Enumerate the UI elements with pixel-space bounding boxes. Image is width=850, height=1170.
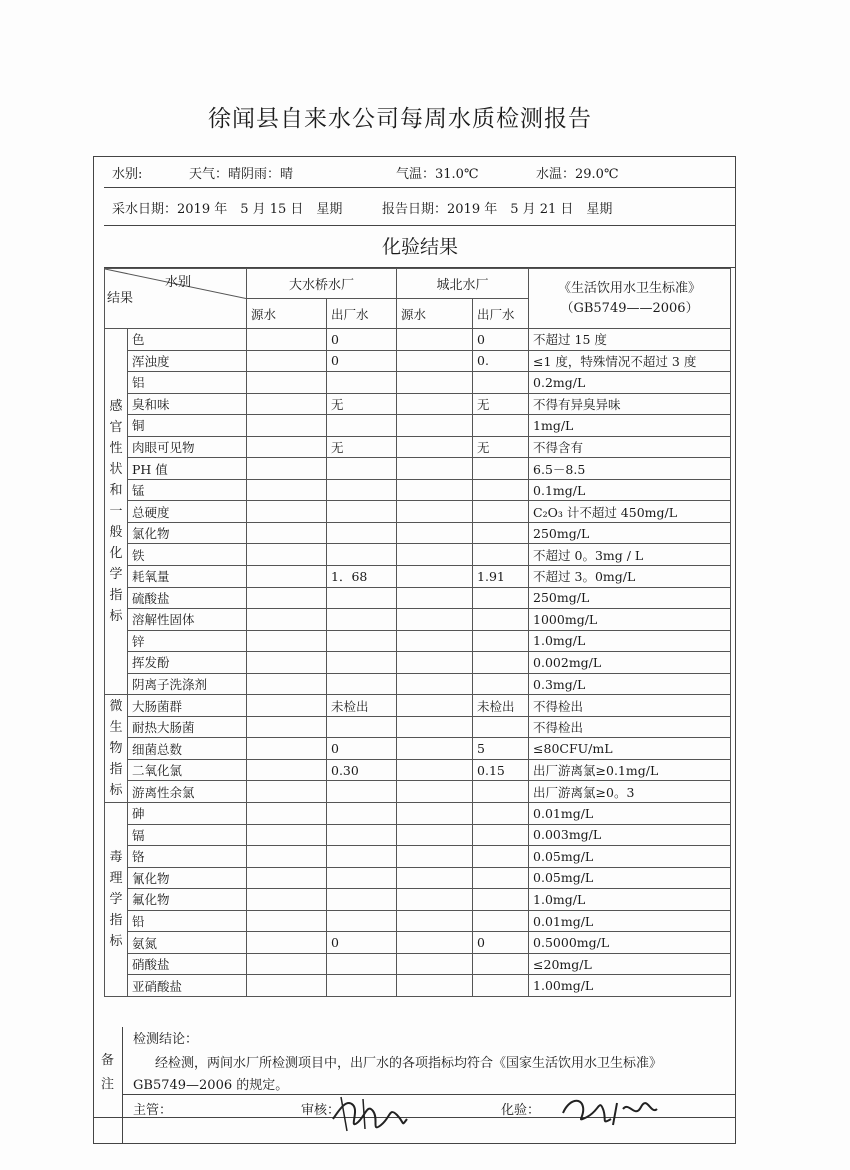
chengbei-outlet-cell: 1.91 [473, 566, 529, 588]
standard-cell: ≤1 度，特殊情况不超过 3 度 [529, 350, 731, 372]
chengbei-source-cell [397, 415, 473, 437]
chengbei-outlet-cell [473, 716, 529, 738]
item-cell: 砷 [128, 803, 247, 825]
dashuiqiao-source-cell [247, 566, 327, 588]
standard-cell: ≤20mg/L [529, 953, 731, 975]
chengbei-source-cell [397, 393, 473, 415]
standard-cell: 6.5－8.5 [529, 458, 731, 480]
chengbei-source-cell [397, 953, 473, 975]
item-cell: 硫酸盐 [128, 587, 247, 609]
chengbei-source-cell [397, 867, 473, 889]
item-cell: 游离性余氯 [128, 781, 247, 803]
table-row [105, 803, 731, 825]
table-row [105, 824, 731, 846]
chengbei-source-cell [397, 673, 473, 695]
item-cell: 挥发酚 [128, 652, 247, 674]
item-cell: 氨氮 [128, 932, 247, 954]
standard-cell: C₂O₃ 计不超过 450mg/L [529, 501, 731, 523]
table-row [105, 695, 731, 717]
standard-cell: 0.01mg/L [529, 910, 731, 932]
tester-label: 化验： [501, 1103, 541, 1118]
sample-date-field: 采水日期：2019 年 5 月 15 日 星期 [112, 202, 343, 217]
chengbei-source-cell [397, 587, 473, 609]
dashuiqiao-outlet-cell [327, 975, 397, 997]
category-label: 感官性状和一般化学指标 [109, 399, 123, 625]
dashuiqiao-source-cell [247, 910, 327, 932]
sub-header-source: 源水 [247, 299, 327, 329]
dashuiqiao-source-cell [247, 329, 327, 351]
standard-cell: 1.0mg/L [529, 889, 731, 911]
item-cell: 臭和味 [128, 393, 247, 415]
sub-header-source: 源水 [397, 299, 473, 329]
dashuiqiao-outlet-cell [327, 415, 397, 437]
tester-signature [559, 1089, 659, 1129]
table-row [105, 975, 731, 997]
standard-header-line2: （GB5749——2006） [560, 300, 699, 316]
standard-cell: ≤80CFU/mL [529, 738, 731, 760]
plant-header-dashuiqiao: 大水桥水厂 [247, 269, 397, 299]
dashuiqiao-source-cell [247, 759, 327, 781]
dashuiqiao-source-cell [247, 803, 327, 825]
dashuiqiao-source-cell [247, 393, 327, 415]
table-row [105, 738, 731, 760]
standard-cell: 不超过 3。0mg/L [529, 566, 731, 588]
table-row [105, 372, 731, 394]
dashuiqiao-outlet-cell [327, 781, 397, 803]
standard-cell: 250mg/L [529, 587, 731, 609]
dashuiqiao-outlet-cell: 无 [327, 393, 397, 415]
standard-cell: 250mg/L [529, 522, 731, 544]
item-cell: 总硬度 [128, 501, 247, 523]
water-temp-field: 水温：29.0℃ [536, 167, 619, 182]
corner-label-result: 结果 [107, 291, 134, 306]
dashuiqiao-outlet-cell [327, 609, 397, 631]
weather-field: 天气：晴阴雨：晴 [189, 167, 294, 182]
table-row [105, 953, 731, 975]
chengbei-outlet-cell [473, 975, 529, 997]
chengbei-source-cell [397, 329, 473, 351]
chengbei-outlet-cell: 未检出 [473, 695, 529, 717]
chengbei-outlet-cell [473, 803, 529, 825]
standard-cell: 0.003mg/L [529, 824, 731, 846]
plant-header-chengbei: 城北水厂 [397, 269, 529, 299]
standard-cell: 不得检出 [529, 716, 731, 738]
chengbei-source-cell [397, 846, 473, 868]
chengbei-outlet-cell [473, 867, 529, 889]
chengbei-outlet-cell [473, 781, 529, 803]
dashuiqiao-source-cell [247, 522, 327, 544]
item-cell: 色 [128, 329, 247, 351]
dashuiqiao-source-cell [247, 824, 327, 846]
chengbei-source-cell [397, 501, 473, 523]
table-row [105, 436, 731, 458]
chengbei-outlet-cell [473, 479, 529, 501]
table-row [105, 716, 731, 738]
table-row [105, 673, 731, 695]
remarks-label-bottom: 注 [101, 1077, 115, 1092]
item-cell: 硝酸盐 [128, 953, 247, 975]
chengbei-outlet-cell [473, 415, 529, 437]
standard-cell: 0.05mg/L [529, 867, 731, 889]
reviewer-signature [327, 1089, 409, 1135]
chengbei-outlet-cell: 5 [473, 738, 529, 760]
category-label: 微生物指标 [109, 699, 123, 799]
dashuiqiao-outlet-cell [327, 673, 397, 695]
chengbei-source-cell [397, 824, 473, 846]
dashuiqiao-source-cell [247, 695, 327, 717]
table-row [105, 867, 731, 889]
chengbei-outlet-cell: 0.15 [473, 759, 529, 781]
dashuiqiao-source-cell [247, 609, 327, 631]
standard-cell: 不得有异臭异味 [529, 393, 731, 415]
chengbei-source-cell [397, 781, 473, 803]
dashuiqiao-outlet-cell: 0 [327, 350, 397, 372]
corner-label-water: 水别 [164, 275, 191, 290]
table-row [105, 501, 731, 523]
standard-header [529, 269, 731, 329]
chengbei-source-cell [397, 975, 473, 997]
standard-cell: 1000mg/L [529, 609, 731, 631]
dashuiqiao-outlet-cell [327, 544, 397, 566]
chengbei-source-cell [397, 372, 473, 394]
standard-cell: 1.0mg/L [529, 630, 731, 652]
dashuiqiao-outlet-cell [327, 803, 397, 825]
chengbei-outlet-cell [473, 846, 529, 868]
chengbei-source-cell [397, 522, 473, 544]
dashuiqiao-source-cell [247, 673, 327, 695]
item-cell: 氟化物 [128, 889, 247, 911]
item-cell: 浑浊度 [128, 350, 247, 372]
dashuiqiao-source-cell [247, 652, 327, 674]
table-row [105, 652, 731, 674]
dashuiqiao-source-cell [247, 630, 327, 652]
chengbei-outlet-cell: 0. [473, 350, 529, 372]
chengbei-outlet-cell: 无 [473, 393, 529, 415]
water-type-label: 水别: [112, 167, 143, 182]
item-cell: 细菌总数 [128, 738, 247, 760]
item-cell: 铜 [128, 415, 247, 437]
remarks-category [93, 1027, 123, 1144]
chengbei-source-cell [397, 803, 473, 825]
dashuiqiao-source-cell [247, 738, 327, 760]
table-corner-cell [105, 269, 247, 329]
standard-cell: 1.00mg/L [529, 975, 731, 997]
reviewer-label: 审核： [301, 1103, 341, 1118]
item-cell: 溶解性固体 [128, 609, 247, 631]
chengbei-source-cell [397, 479, 473, 501]
dashuiqiao-outlet-cell [327, 824, 397, 846]
dashuiqiao-source-cell [247, 846, 327, 868]
dashuiqiao-source-cell [247, 544, 327, 566]
chengbei-outlet-cell: 0 [473, 329, 529, 351]
standard-cell: 不得检出 [529, 695, 731, 717]
item-cell: 镉 [128, 824, 247, 846]
dashuiqiao-source-cell [247, 716, 327, 738]
dashuiqiao-source-cell [247, 975, 327, 997]
report-title: 徐闻县自来水公司每周水质检测报告 [208, 106, 592, 132]
chengbei-source-cell [397, 458, 473, 480]
dashuiqiao-source-cell [247, 932, 327, 954]
sub-header-outlet: 出厂水 [327, 299, 397, 329]
air-temp-field: 气温：31.0℃ [396, 167, 479, 182]
dashuiqiao-source-cell [247, 867, 327, 889]
dashuiqiao-source-cell [247, 350, 327, 372]
header-row-weather [104, 156, 736, 188]
standard-header-line1: 《生活饮用水卫生标准》 [558, 280, 702, 296]
chengbei-source-cell [397, 544, 473, 566]
table-row [105, 350, 731, 372]
chengbei-outlet-cell [473, 910, 529, 932]
dashuiqiao-outlet-cell [327, 953, 397, 975]
standard-cell: 0.5000mg/L [529, 932, 731, 954]
report-date-field: 报告日期：2019 年 5 月 21 日 星期 [382, 202, 613, 217]
dashuiqiao-outlet-cell [327, 846, 397, 868]
supervisor-label: 主管： [133, 1103, 173, 1118]
item-cell: 铬 [128, 846, 247, 868]
chengbei-outlet-cell [473, 609, 529, 631]
dashuiqiao-outlet-cell [327, 479, 397, 501]
dashuiqiao-outlet-cell: 0 [327, 329, 397, 351]
dashuiqiao-outlet-cell: 未检出 [327, 695, 397, 717]
standard-cell: 0.2mg/L [529, 372, 731, 394]
dashuiqiao-outlet-cell [327, 889, 397, 911]
chengbei-source-cell [397, 738, 473, 760]
dashuiqiao-source-cell [247, 458, 327, 480]
dashuiqiao-outlet-cell [327, 652, 397, 674]
chengbei-outlet-cell [473, 673, 529, 695]
chengbei-outlet-cell [473, 458, 529, 480]
chengbei-outlet-cell [473, 587, 529, 609]
item-cell: 锰 [128, 479, 247, 501]
chengbei-outlet-cell [473, 501, 529, 523]
item-cell: 铝 [128, 372, 247, 394]
remarks-label-top: 备 [101, 1053, 115, 1068]
chengbei-source-cell [397, 716, 473, 738]
results-table-body [105, 329, 731, 997]
chengbei-outlet-cell [473, 372, 529, 394]
chengbei-source-cell [397, 630, 473, 652]
dashuiqiao-outlet-cell: 0 [327, 932, 397, 954]
standard-cell: 不得含有 [529, 436, 731, 458]
chengbei-outlet-cell: 无 [473, 436, 529, 458]
chengbei-outlet-cell [473, 652, 529, 674]
item-cell: 氯化物 [128, 522, 247, 544]
standard-cell: 0.002mg/L [529, 652, 731, 674]
standard-cell: 0.01mg/L [529, 803, 731, 825]
sub-header-outlet: 出厂水 [473, 299, 529, 329]
category-cell [105, 803, 128, 997]
table-row [105, 759, 731, 781]
standard-cell: 0.1mg/L [529, 479, 731, 501]
chengbei-source-cell [397, 889, 473, 911]
chengbei-outlet-cell [473, 544, 529, 566]
item-cell: 耗氧量 [128, 566, 247, 588]
table-row [105, 479, 731, 501]
dashuiqiao-outlet-cell: 0.30 [327, 759, 397, 781]
standard-cell: 出厂游离氯≥0。3 [529, 781, 731, 803]
chengbei-source-cell [397, 910, 473, 932]
standard-cell: 0.05mg/L [529, 846, 731, 868]
table-row [105, 458, 731, 480]
table-row [105, 609, 731, 631]
dashuiqiao-source-cell [247, 436, 327, 458]
item-cell: 氰化物 [128, 867, 247, 889]
table-row [105, 630, 731, 652]
table-row [105, 587, 731, 609]
item-cell: 锌 [128, 630, 247, 652]
header-row-dates [104, 191, 736, 226]
item-cell: 大肠菌群 [128, 695, 247, 717]
item-cell: 亚硝酸盐 [128, 975, 247, 997]
results-table [104, 268, 731, 997]
chengbei-source-cell [397, 436, 473, 458]
item-cell: 铁 [128, 544, 247, 566]
table-row [105, 846, 731, 868]
dashuiqiao-outlet-cell: 1．68 [327, 566, 397, 588]
chengbei-source-cell [397, 350, 473, 372]
dashuiqiao-source-cell [247, 501, 327, 523]
item-cell: 阴离子洗涤剂 [128, 673, 247, 695]
table-row [105, 544, 731, 566]
chengbei-source-cell [397, 609, 473, 631]
category-cell [105, 329, 128, 695]
chengbei-source-cell [397, 932, 473, 954]
remarks-section [93, 1027, 736, 1144]
dashuiqiao-outlet-cell [327, 630, 397, 652]
category-cell [105, 695, 128, 803]
chengbei-outlet-cell [473, 824, 529, 846]
results-title: 化验结果 [104, 226, 736, 268]
dashuiqiao-outlet-cell [327, 587, 397, 609]
table-row [105, 889, 731, 911]
dashuiqiao-source-cell [247, 953, 327, 975]
table-row [105, 522, 731, 544]
table-row [105, 910, 731, 932]
table-row [105, 415, 731, 437]
dashuiqiao-source-cell [247, 781, 327, 803]
chengbei-source-cell [397, 695, 473, 717]
item-cell: 铅 [128, 910, 247, 932]
conclusion-text-line2: GB5749—2006 的规定。 [133, 1078, 289, 1093]
chengbei-outlet-cell [473, 953, 529, 975]
standard-cell: 0.3mg/L [529, 673, 731, 695]
dashuiqiao-source-cell [247, 415, 327, 437]
dashuiqiao-outlet-cell: 0 [327, 738, 397, 760]
table-row [105, 566, 731, 588]
table-row [105, 393, 731, 415]
item-cell: 肉眼可见物 [128, 436, 247, 458]
dashuiqiao-outlet-cell [327, 522, 397, 544]
conclusion-label: 检测结论： [133, 1032, 199, 1047]
chengbei-outlet-cell [473, 630, 529, 652]
dashuiqiao-outlet-cell [327, 716, 397, 738]
chengbei-source-cell [397, 566, 473, 588]
dashuiqiao-source-cell [247, 889, 327, 911]
standard-cell: 不超过 15 度 [529, 329, 731, 351]
chengbei-outlet-cell [473, 522, 529, 544]
chengbei-outlet-cell: 0 [473, 932, 529, 954]
dashuiqiao-source-cell [247, 479, 327, 501]
dashuiqiao-outlet-cell [327, 867, 397, 889]
dashuiqiao-source-cell [247, 372, 327, 394]
standard-cell: 不超过 0。3mg / L [529, 544, 731, 566]
chengbei-outlet-cell [473, 889, 529, 911]
item-cell: 耐热大肠菌 [128, 716, 247, 738]
item-cell: 二氧化氯 [128, 759, 247, 781]
chengbei-source-cell [397, 652, 473, 674]
dashuiqiao-outlet-cell [327, 910, 397, 932]
dashuiqiao-outlet-cell [327, 458, 397, 480]
standard-cell: 1mg/L [529, 415, 731, 437]
dashuiqiao-outlet-cell [327, 372, 397, 394]
conclusion-text-line1: 经检测，两间水厂所检测项目中，出厂水的各项指标均符合《国家生活饮用水卫生标准》 [155, 1056, 663, 1071]
table-row [105, 329, 731, 351]
chengbei-source-cell [397, 759, 473, 781]
table-row [105, 781, 731, 803]
dashuiqiao-source-cell [247, 587, 327, 609]
table-row [105, 932, 731, 954]
dashuiqiao-outlet-cell [327, 501, 397, 523]
category-label: 毒理学指标 [109, 849, 123, 949]
standard-cell: 出厂游离氯≥0.1mg/L [529, 759, 731, 781]
dashuiqiao-outlet-cell: 无 [327, 436, 397, 458]
item-cell: PH 值 [128, 458, 247, 480]
